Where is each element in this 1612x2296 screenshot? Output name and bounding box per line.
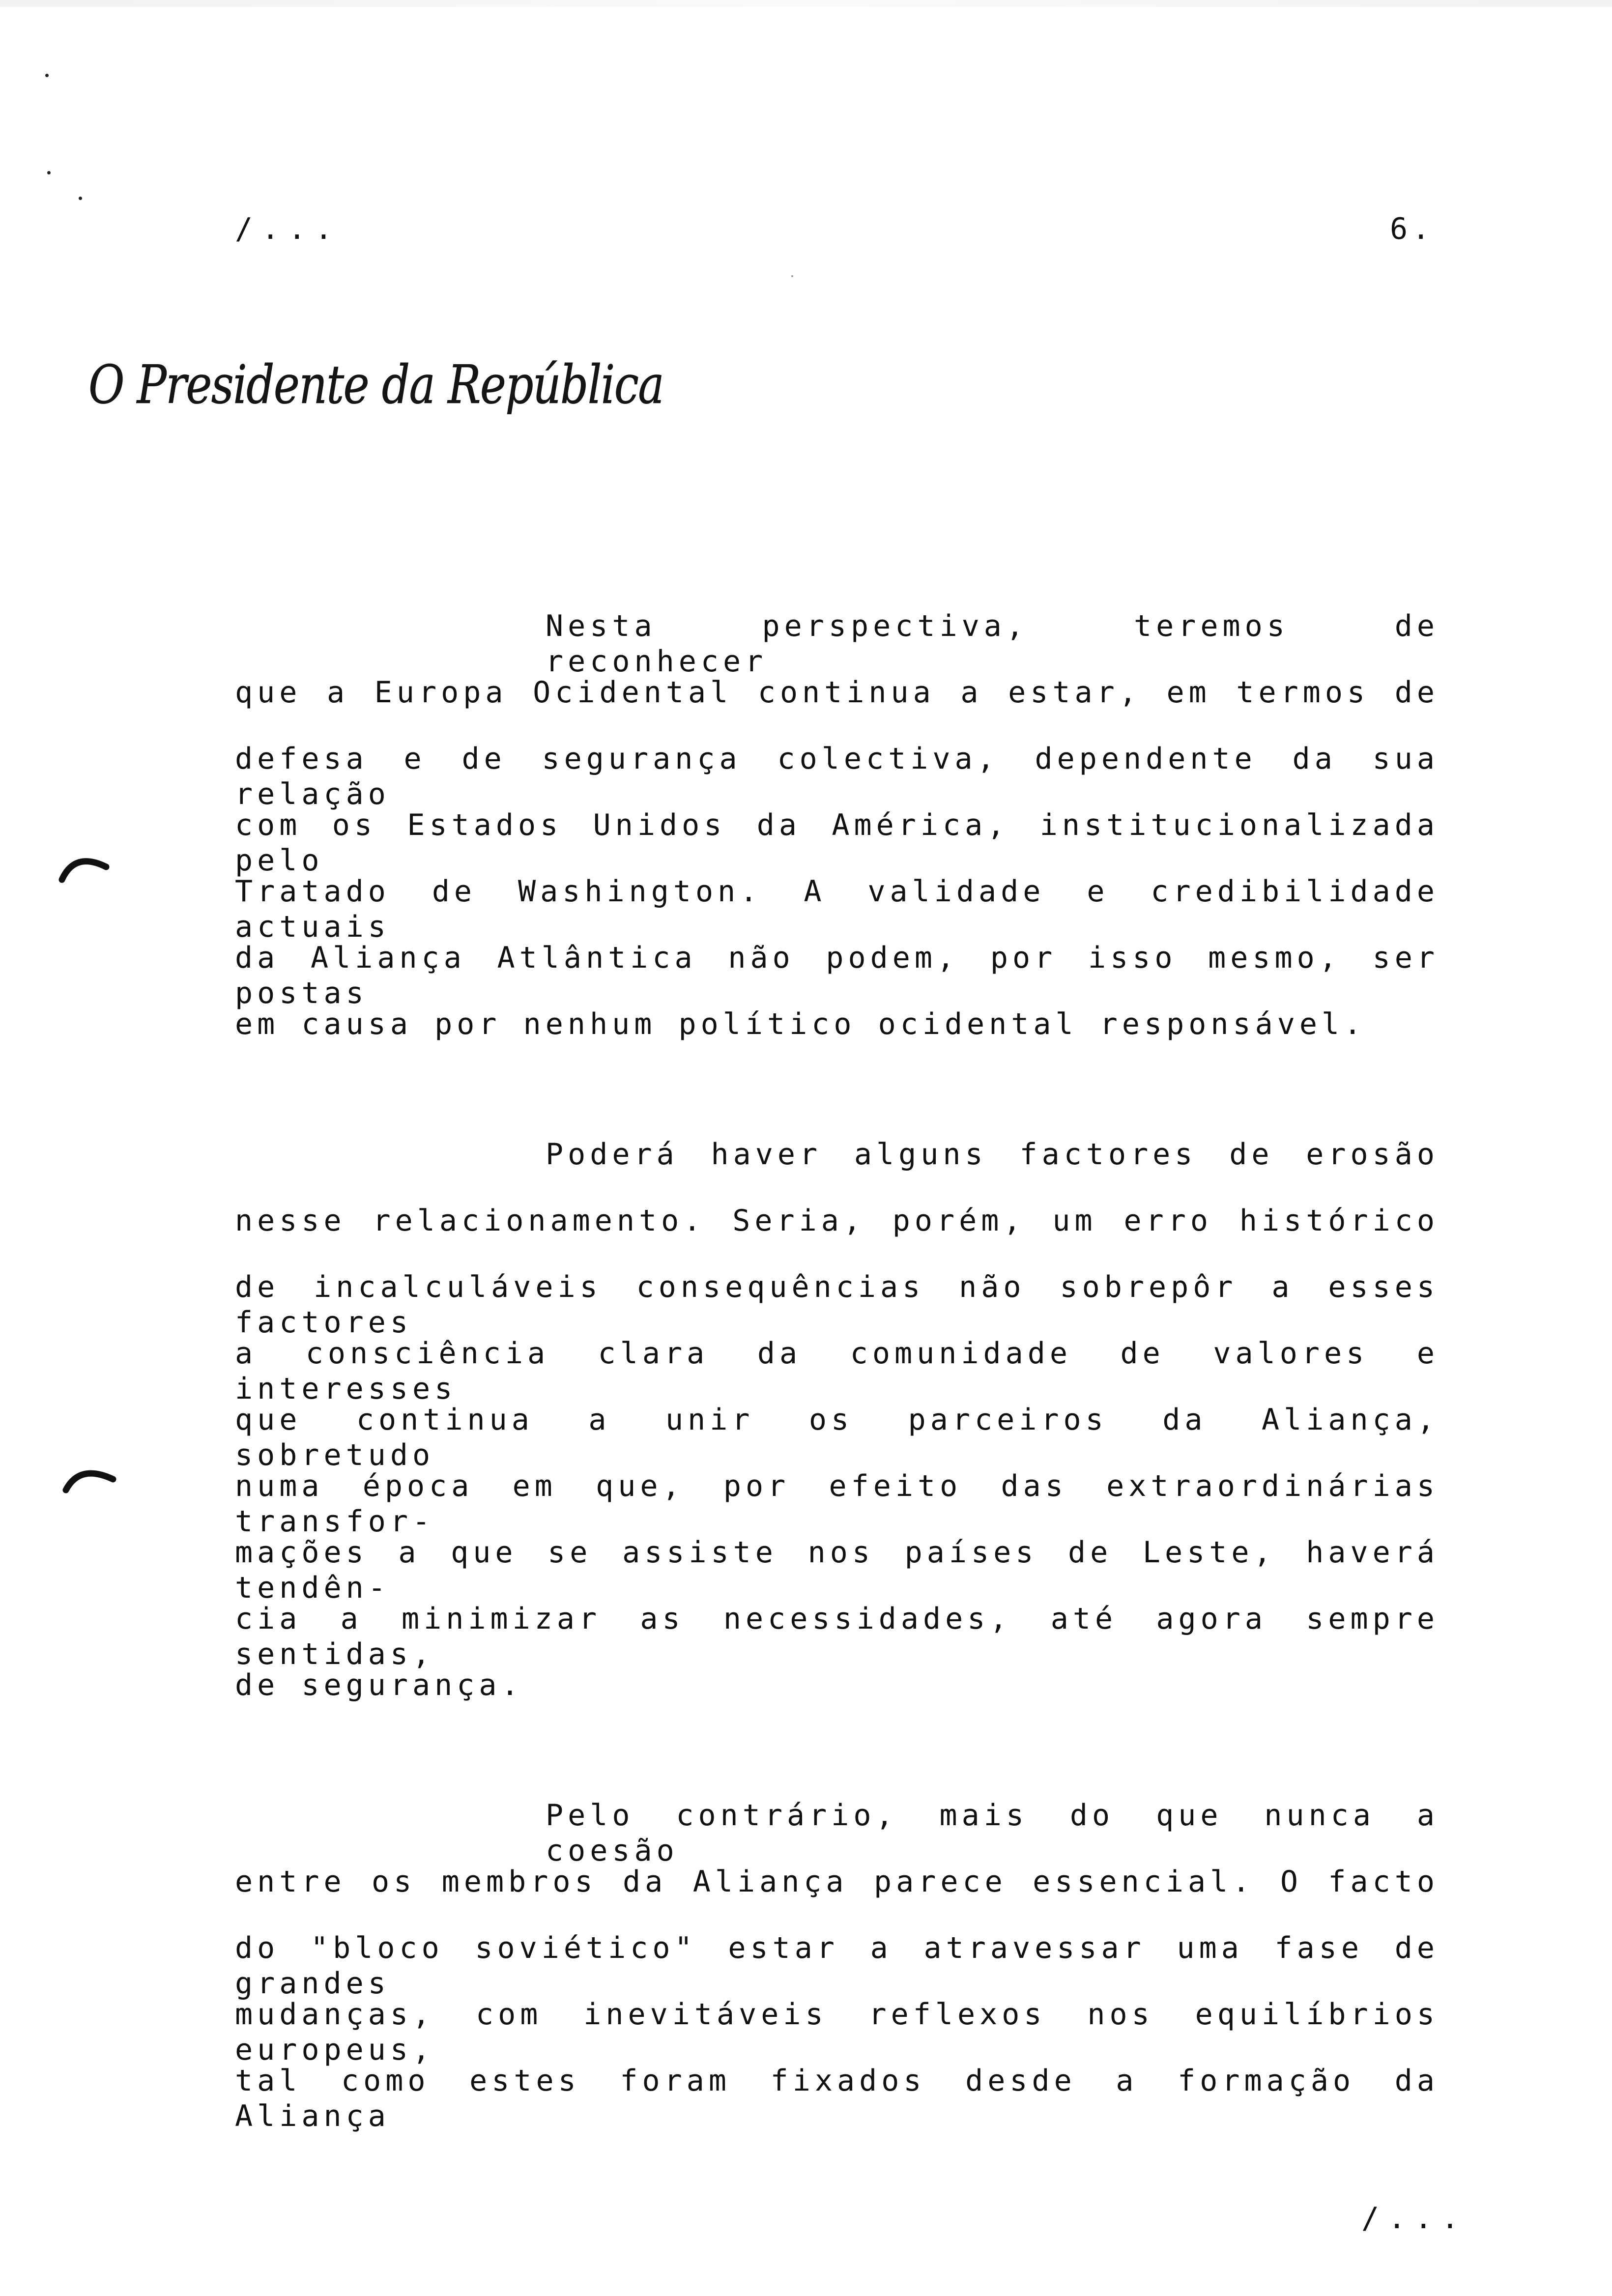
paragraph-2-line-3: de incalculáveis consequências não sobrepôr a esses factores xyxy=(235,1270,1439,1340)
scan-speck xyxy=(45,74,49,77)
svg-text:O Presidente da República: O Presidente da República xyxy=(88,354,663,416)
paragraph-2-line-8: cia a minimizar as necessidades, até agora sempre sentidas, xyxy=(235,1602,1439,1671)
paragraph-2-line-7: mações a que se assiste nos países de Leste, haverá tendên- xyxy=(235,1535,1439,1605)
paragraph-3-line-2: entre os membros da Aliança parece essencial. O facto xyxy=(235,1865,1439,1899)
letterhead-presidente-da-republica xyxy=(84,344,673,442)
paragraph-3-line-1: Pelo contrário, mais do que nunca a coesão xyxy=(546,1798,1439,1868)
paragraph-2-line-2: nesse relacionamento. Seria, porém, um erro histórico xyxy=(235,1204,1439,1238)
continuation-marker-top: /... xyxy=(235,212,342,246)
paragraph-2-line-6: numa época em que, por efeito das extraordinárias transfor- xyxy=(235,1469,1439,1539)
page-number: 6. xyxy=(1390,212,1435,246)
paragraph-1-line-1: Nesta perspectiva, teremos de reconhecer xyxy=(546,609,1439,679)
paragraph-1-line-2: que a Europa Ocidental continua a estar, em termos de xyxy=(235,675,1439,710)
paragraph-1-line-5: Tratado de Washington. A validade e credibilidade actuais xyxy=(235,874,1439,944)
paragraph-2-line-4: a consciência clara da comunidade de valores e interesses xyxy=(235,1336,1439,1406)
paragraph-3-line-3: do "bloco soviético" estar a atravessar uma fase de grandes xyxy=(235,1931,1439,2001)
paragraph-1-line-6: da Aliança Atlântica não podem, por isso mesmo, ser postas xyxy=(235,941,1439,1010)
paragraph-3-line-5: tal como estes foram fixados desde a formação da Aliança xyxy=(235,2064,1439,2133)
paragraph-2-line-1: Poderá haver alguns factores de erosão xyxy=(546,1137,1439,1172)
paragraph-1-line-4: com os Estados Unidos da América, institucionalizada pelo xyxy=(235,808,1439,878)
continuation-marker-bottom: /... xyxy=(1361,2201,1468,2236)
paragraph-3-line-4: mudanças, com inevitáveis reflexos nos equilíbrios europeus, xyxy=(235,1997,1439,2067)
scan-speck xyxy=(791,275,793,277)
paragraph-1-line-7: em causa por nenhum político ocidental responsável. xyxy=(235,1007,1366,1041)
paragraph-1-line-3: defesa e de segurança colectiva, dependente da sua relação xyxy=(235,742,1439,811)
punch-hole-mark xyxy=(55,845,114,904)
scan-speck xyxy=(79,197,82,200)
scan-speck xyxy=(47,171,51,174)
scan-edge xyxy=(0,0,1612,7)
paragraph-2-line-9: de segurança. xyxy=(235,1668,523,1702)
punch-hole-mark xyxy=(60,1455,119,1514)
paragraph-2-line-5: que continua a unir os parceiros da Aliança, sobretudo xyxy=(235,1403,1439,1472)
